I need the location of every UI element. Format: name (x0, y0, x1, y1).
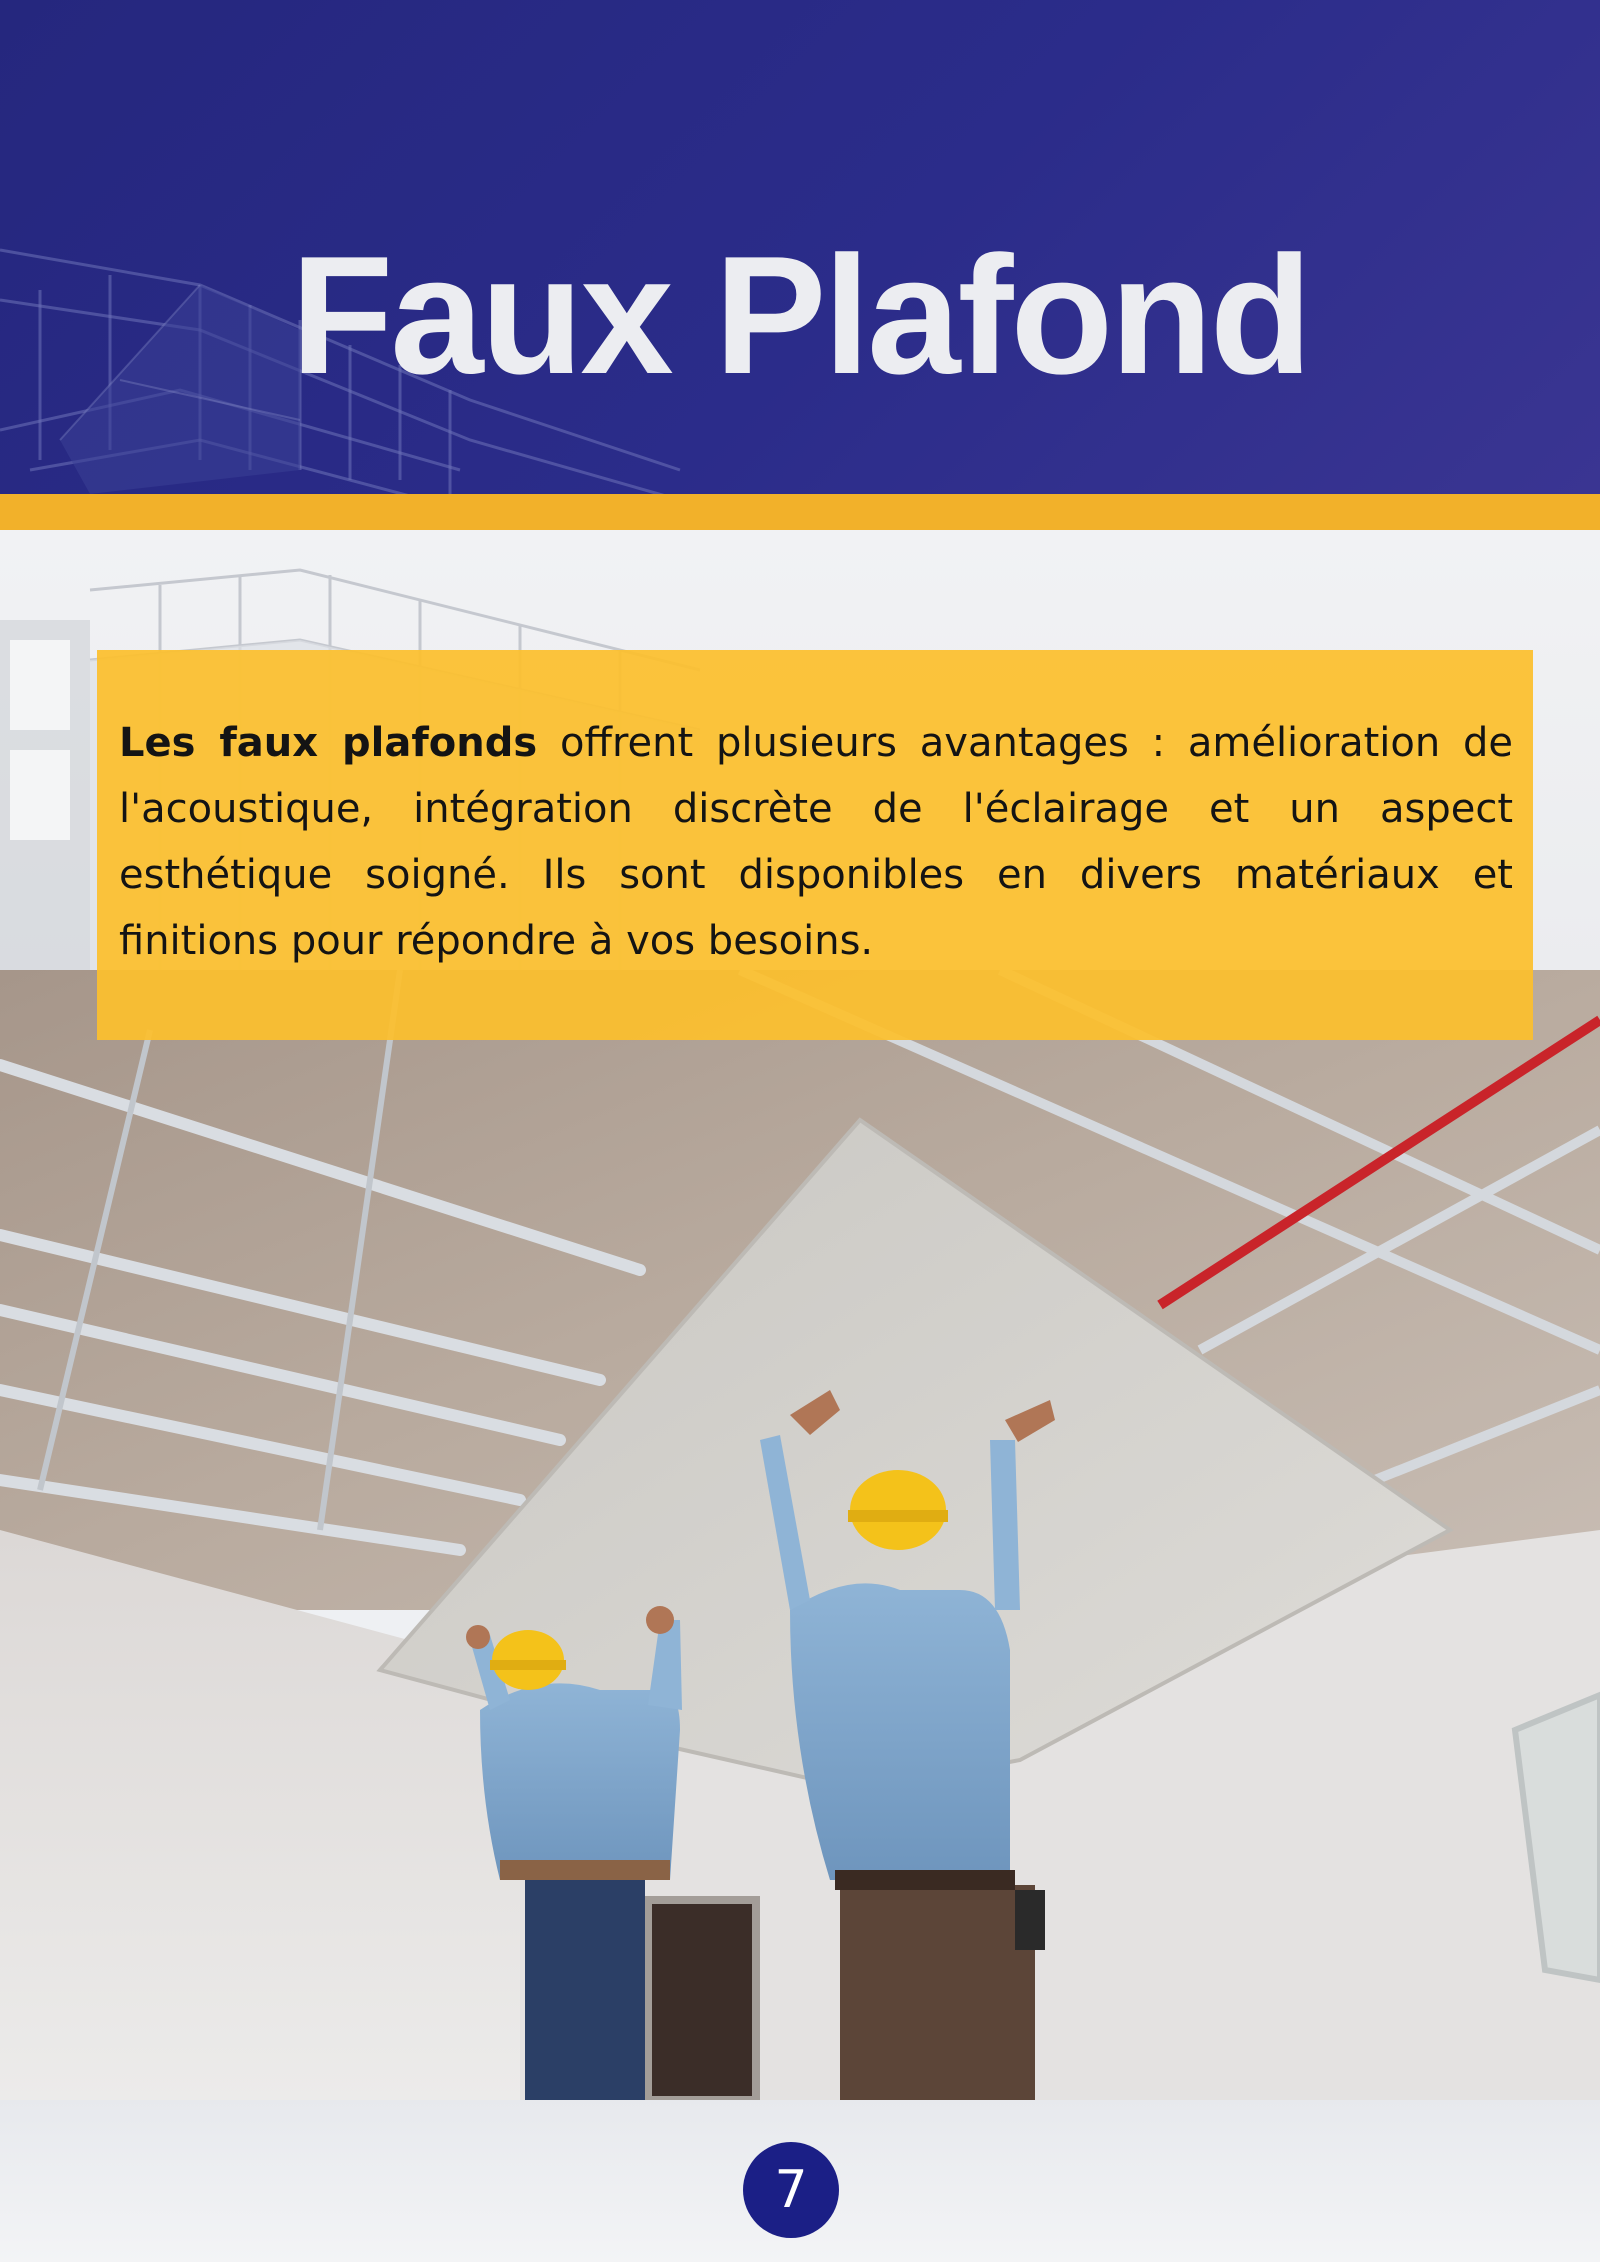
page-number-badge: 7 (743, 2142, 839, 2238)
intro-box (97, 650, 1533, 1040)
accent-stripe (0, 494, 1600, 530)
header-band (0, 0, 1600, 494)
intro-paragraph (119, 710, 1513, 974)
ceiling-installation-photo (0, 970, 1600, 2100)
intro-bold-lead: Les faux plafonds (119, 720, 538, 766)
page-title: Faux Plafond (290, 221, 1310, 409)
intro-text: offrent plusieurs avantages : amélioration de l'acoustique, intégration discrète de l'éclairage et un aspect esthétique soigné. Ils sont disponibles en divers matériaux et finitions pour répondre à vos besoins. (119, 720, 1513, 964)
